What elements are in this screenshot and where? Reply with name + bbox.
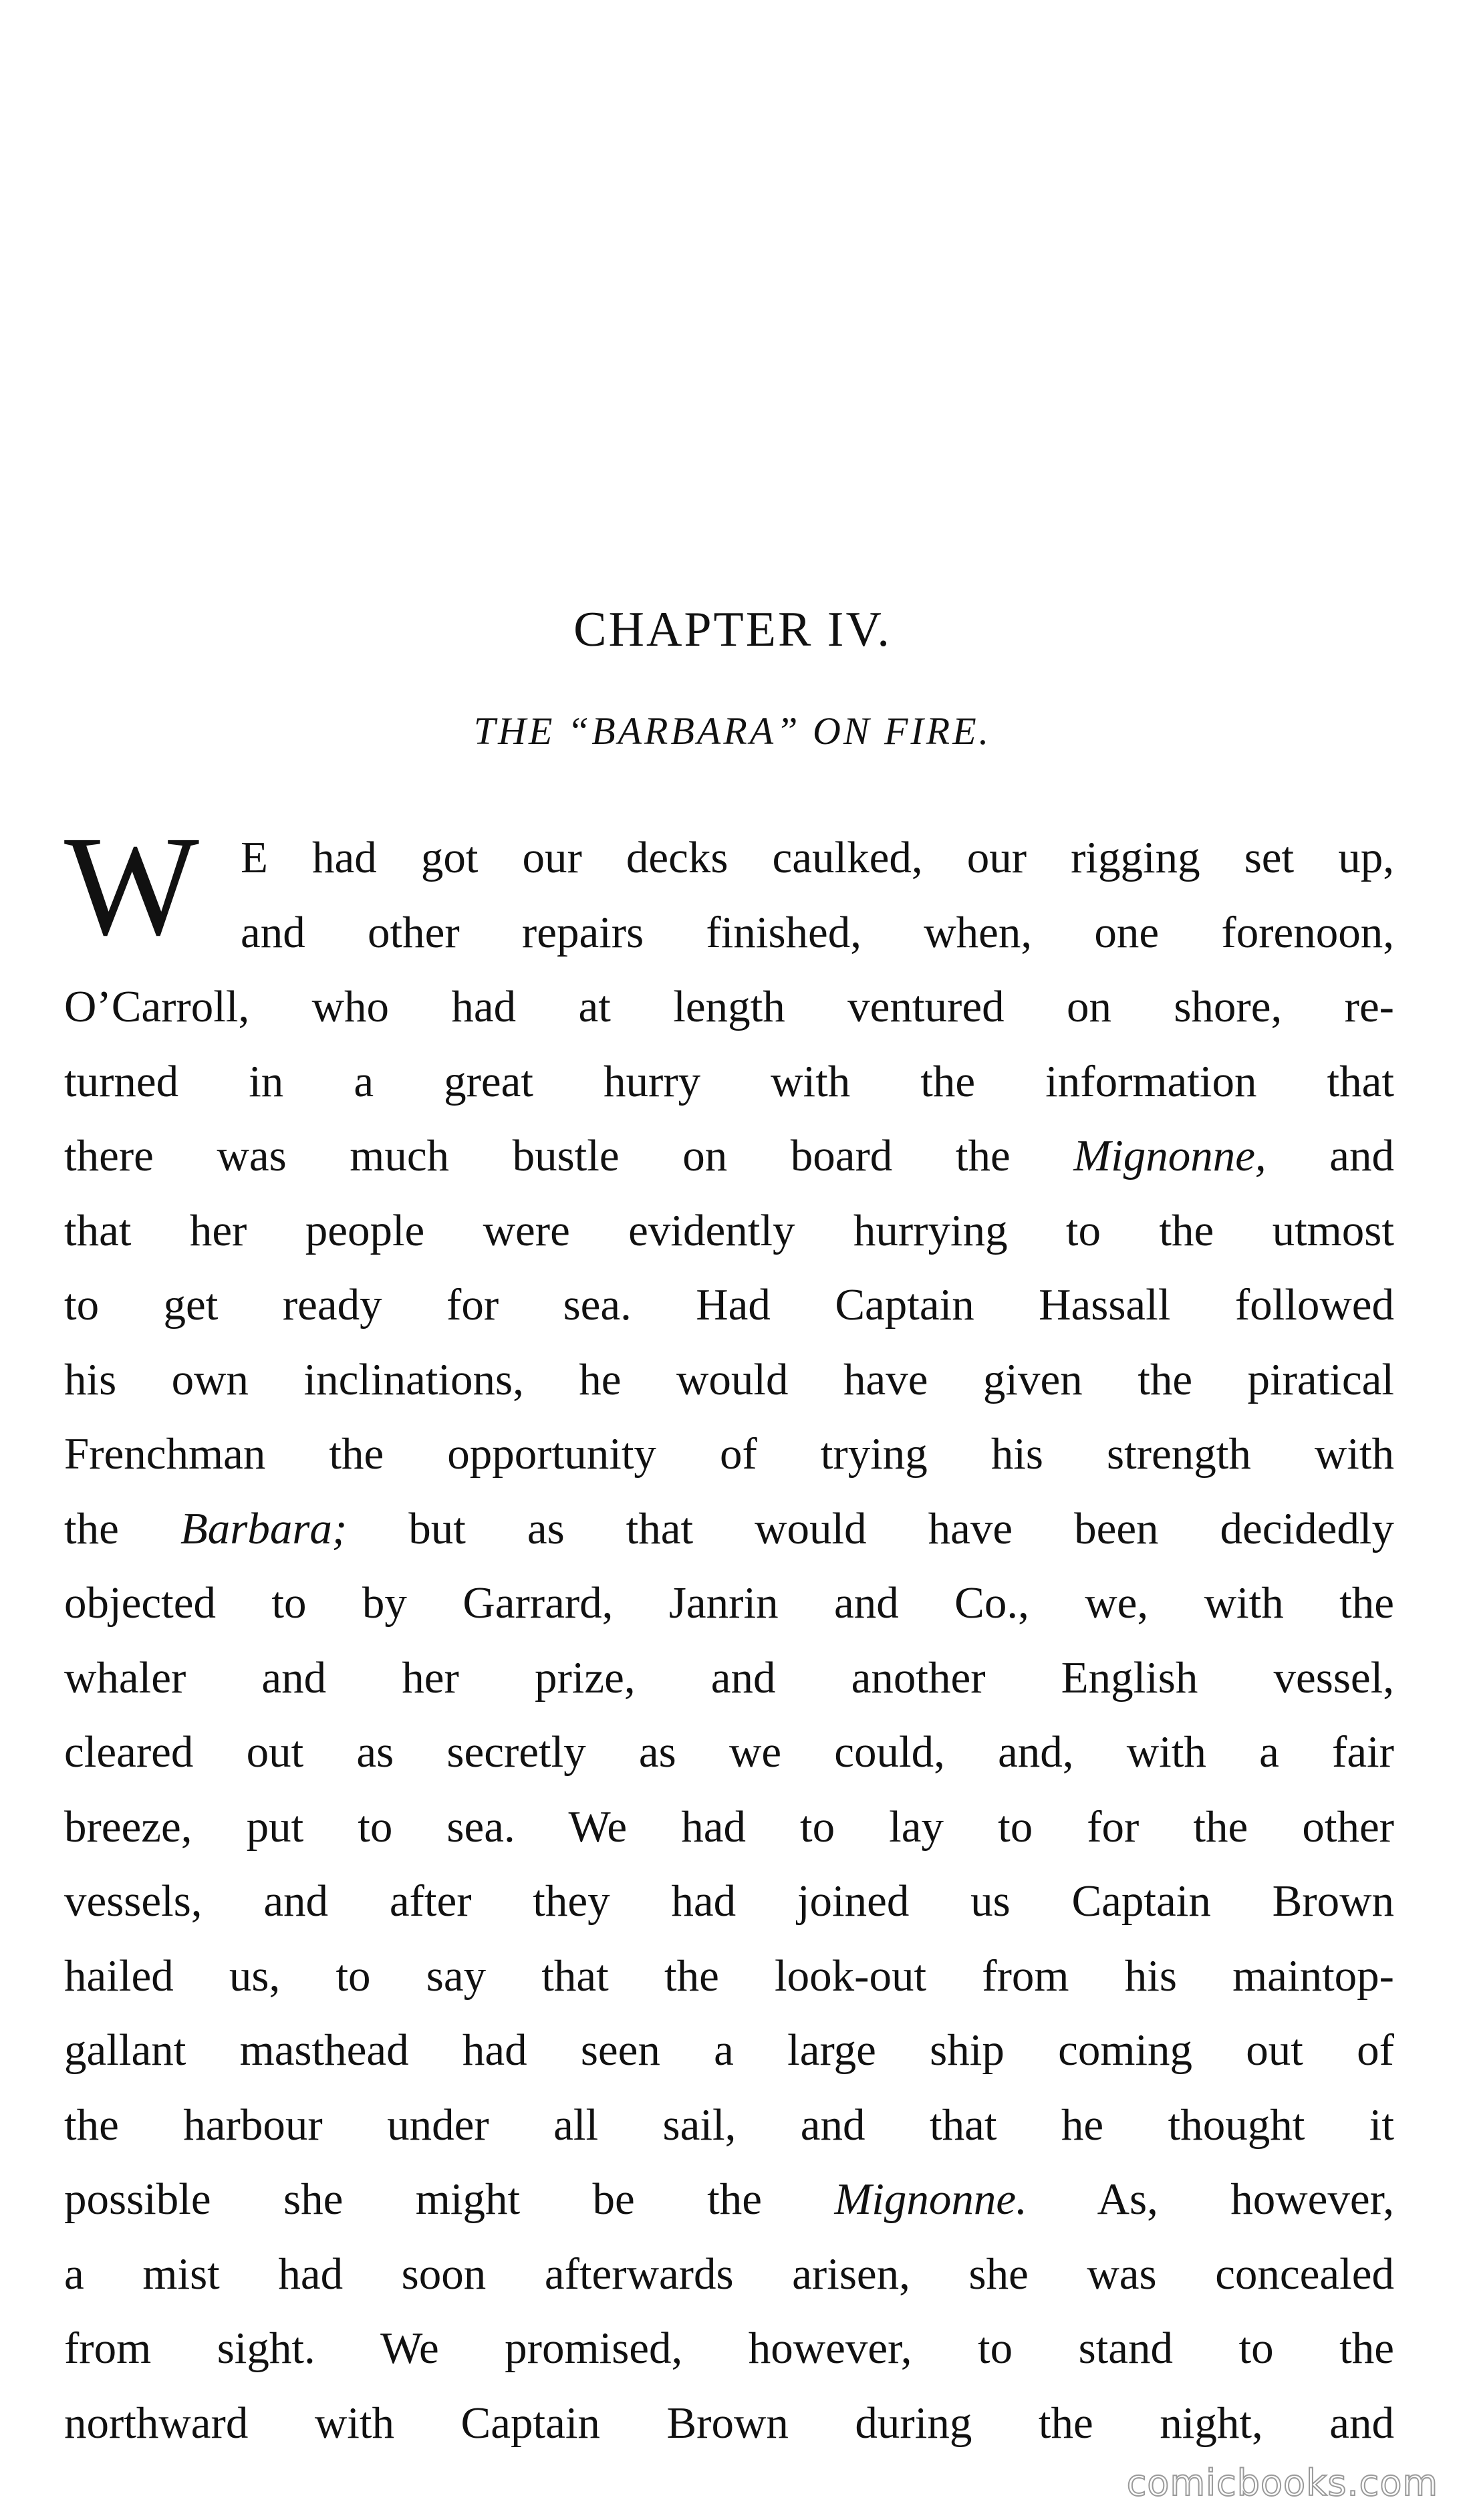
italic-text: Mignonne. bbox=[834, 2174, 1027, 2224]
text-segment: Frenchman the opportunity of trying his strength with bbox=[64, 1429, 1394, 1479]
text-line bbox=[64, 896, 1394, 971]
text-segment: his own inclinations, he would have given the piratical bbox=[64, 1354, 1394, 1404]
text-segment: O’Carroll, who had at length ventured on shore, re- bbox=[64, 982, 1394, 1031]
text-segment: gallant masthead had seen a large ship coming out of bbox=[64, 2025, 1394, 2075]
text-line bbox=[64, 2013, 1394, 2088]
text-segment: E had got our decks caulked, our rigging set up, bbox=[241, 833, 1394, 882]
text-line bbox=[64, 821, 1394, 896]
text-segment: As, however, bbox=[1027, 2174, 1394, 2224]
text-segment: whaler and her prize, and another English vessel, bbox=[64, 1652, 1394, 1703]
text-line bbox=[64, 1790, 1394, 1865]
text-segment: northward with Captain Brown during the night, and bbox=[64, 2398, 1394, 2448]
text-segment: breeze, put to sea. We had to lay to for the other bbox=[64, 1801, 1394, 1852]
chapter-title: CHAPTER IV. bbox=[573, 602, 892, 657]
text-line bbox=[64, 1045, 1394, 1120]
watermark-logo: comicbooks.com bbox=[1126, 2462, 1438, 2504]
text-line bbox=[64, 1864, 1394, 1939]
text-segment: cleared out as secretly as we could, and, with a fair bbox=[64, 1727, 1394, 1777]
italic-text: Mignonne, bbox=[1073, 1131, 1267, 1180]
text-line bbox=[64, 1194, 1394, 1269]
text-segment: and other repairs finished, when, one forenoon, bbox=[241, 907, 1394, 957]
text-line bbox=[64, 2386, 1394, 2461]
text-line bbox=[64, 2088, 1394, 2163]
text-line bbox=[64, 1715, 1394, 1790]
text-segment: to get ready for sea. Had Captain Hassall followed bbox=[64, 1280, 1394, 1330]
text-line bbox=[64, 1939, 1394, 2014]
text-line bbox=[64, 2311, 1394, 2386]
italic-text: Barbara; bbox=[180, 1503, 348, 1553]
text-segment: but as that would have been decidedly bbox=[347, 1503, 1394, 1553]
text-line bbox=[64, 1417, 1394, 1492]
text-line bbox=[64, 2237, 1394, 2312]
text-segment: the harbour under all sail, and that he thought it bbox=[64, 2100, 1394, 2150]
text-segment: the bbox=[64, 1503, 180, 1553]
text-line bbox=[64, 1492, 1394, 1567]
text-line bbox=[64, 2162, 1394, 2237]
drop-cap: W bbox=[64, 807, 199, 965]
text-segment: vessels, and after they had joined us Captain Brown bbox=[64, 1876, 1394, 1926]
text-segment: turned in a great hurry with the information that bbox=[64, 1056, 1394, 1106]
text-segment: hailed us, to say that the look-out from his maintop- bbox=[64, 1950, 1394, 2001]
text-segment: objected to by Garrard, Janrin and Co., we, with the bbox=[64, 1578, 1394, 1628]
chapter-body bbox=[64, 807, 1394, 2461]
text-segment: that her people were evidently hurrying to the utmost bbox=[64, 1205, 1394, 1255]
text-segment: a mist had soon afterwards arisen, she was concealed bbox=[64, 2249, 1394, 2299]
text-line bbox=[64, 1268, 1394, 1343]
text-line bbox=[64, 1566, 1394, 1641]
text-line bbox=[64, 970, 1394, 1045]
chapter-subtitle: THE “BARBARA” ON FIRE. bbox=[473, 709, 992, 753]
text-segment: possible she might be the bbox=[64, 2174, 835, 2224]
text-line bbox=[64, 1641, 1394, 1716]
text-segment: and bbox=[1266, 1131, 1394, 1180]
text-segment: there was much bustle on board the bbox=[64, 1131, 1074, 1180]
text-line bbox=[64, 1343, 1394, 1418]
text-line bbox=[64, 1119, 1394, 1194]
text-segment: from sight. We promised, however, to stand to the bbox=[64, 2323, 1394, 2373]
